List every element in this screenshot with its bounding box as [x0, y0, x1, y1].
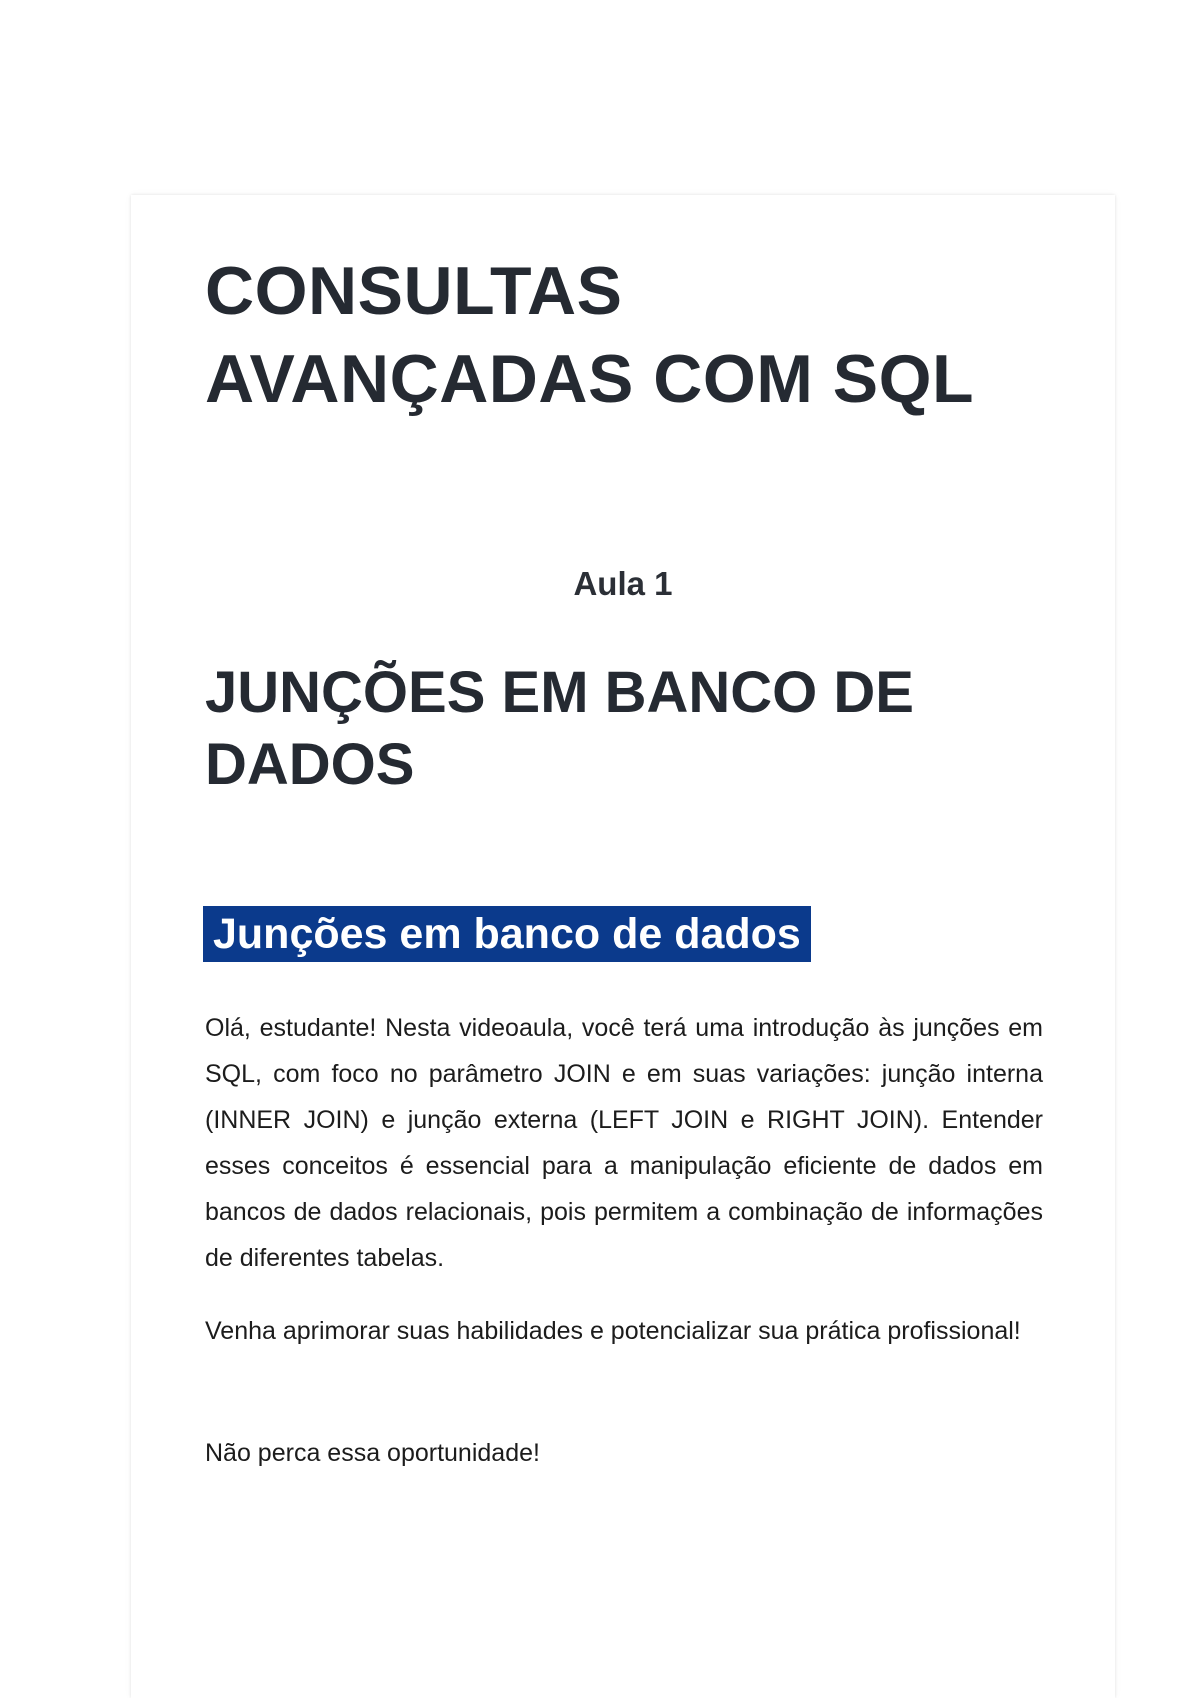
intro-paragraph: Olá, estudante! Nesta videoaula, você terá uma introdução às junções em SQL, com foco no parâmetro JOIN e em suas variações: junção interna (INNER JOIN) e junção externa (LEFT JOIN e RIGHT JOIN). Entender esses conceitos é essencial para a manipulação eficiente de dados em bancos de dados relacionais, pois permitem a combinação de informações de diferentes tabelas.: [205, 1014, 1043, 1272]
call-to-action-paragraph: Venha aprimorar suas habilidades e potencializar sua prática profissional!: [205, 1317, 1021, 1345]
document-page: [131, 195, 1115, 1698]
closing-paragraph: Não perca essa oportunidade!: [205, 1439, 540, 1467]
lesson-label: Aula 1: [573, 565, 673, 602]
lesson-title: JUNÇÕES EM BANCO DE DADOS: [205, 660, 914, 797]
course-title: CONSULTAS AVANÇADAS COM SQL: [205, 253, 975, 417]
section-heading: Junções em banco de dados: [203, 906, 811, 962]
